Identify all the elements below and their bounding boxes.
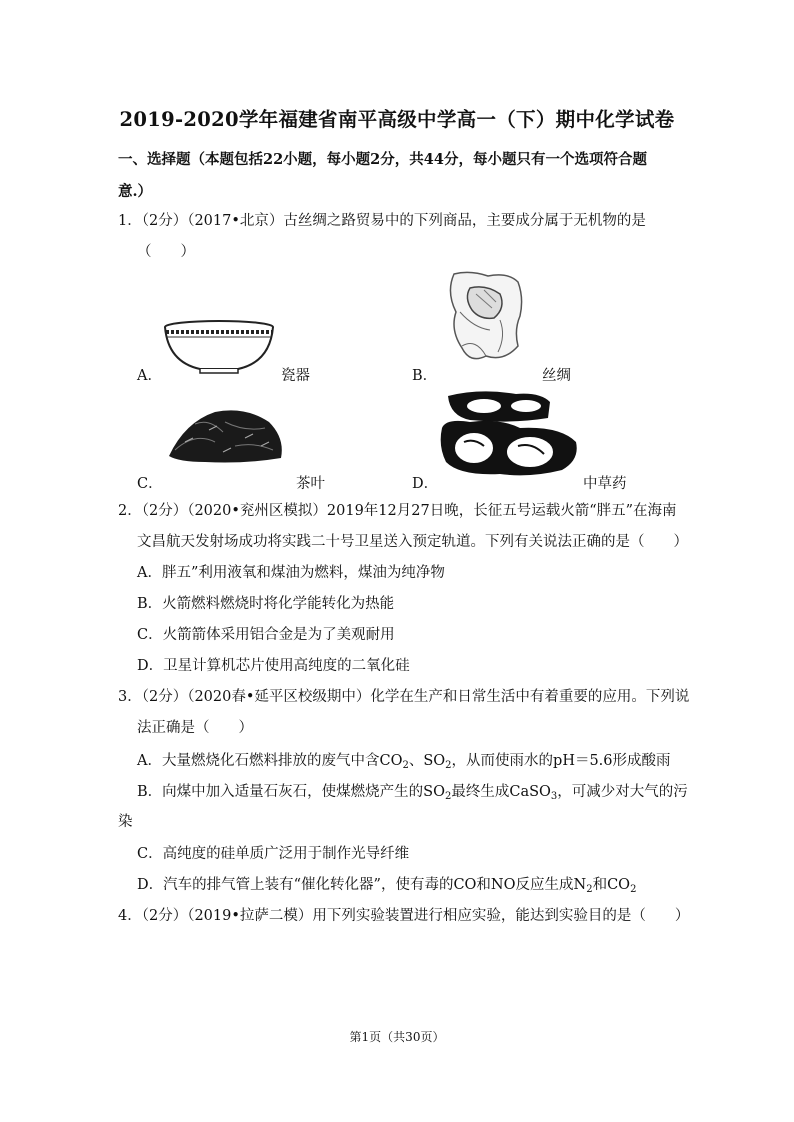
q2-option-d: D．卫星计算机芯片使用高纯度的二氧化硅 <box>137 658 410 674</box>
q1-option-d-caption: 中草药 <box>583 476 627 492</box>
q1-option-b-letter: B． <box>412 368 438 384</box>
q3-stem-line2: 法正确是（ ） <box>137 720 253 736</box>
q1-option-c-caption: 茶叶 <box>296 476 325 492</box>
q1-option-c-letter: C． <box>137 476 163 492</box>
page-title: 2019-2020学年福建省南平高级中学高一（下）期中化学试卷 <box>119 108 675 131</box>
q2-option-a: A．胖五”利用液氧和煤油为燃料，煤油为纯净物 <box>137 565 445 581</box>
q1-answer-paren: （ ） <box>137 244 195 260</box>
section-heading-line1: 一、选择题（本题包括22小题，每小题2分，共44分，每小题只有一个选项符合题 <box>118 151 647 168</box>
q2-stem-line1: 2．（2分）（2020•兖州区模拟）2019年12月27日晚，长征五号运载火箭“胖五”在海南 <box>118 503 677 519</box>
q4-stem: 4．（2分）（2019•拉萨二模）用下列实验装置进行相应实验，能达到实验目的是（ ） <box>118 908 690 924</box>
tea-leaves-icon <box>165 402 287 466</box>
q1-option-a-caption: 瓷器 <box>281 368 310 384</box>
q2-option-b: B．火箭燃料燃烧时将化学能转化为热能 <box>137 596 395 612</box>
q2-option-c: C．火箭箭体采用铝合金是为了美观耐用 <box>137 627 395 643</box>
porcelain-bowl-icon <box>160 318 278 374</box>
q3-option-c: C．高纯度的硅单质广泛用于制作光导纤维 <box>137 846 410 862</box>
q1-stem: 1．（2分）（2017•北京）古丝绸之路贸易中的下列商品，主要成分属于无机物的是 <box>118 213 646 229</box>
q3-stem-line1: 3．（2分）（2020春•延平区校级期中）化学在生产和日常生活中有着重要的应用。下列说 <box>118 689 690 705</box>
herbal-medicine-icon <box>440 388 582 478</box>
silk-cloth-icon <box>440 268 532 368</box>
q3-option-d: D．汽车的排气管上装有“催化转化器”，使有毒的CO和NO反应生成$N_2$和$CO_2$ <box>137 877 637 895</box>
q1-option-a-letter: A． <box>137 368 162 384</box>
q1-option-d-letter: D． <box>412 476 439 492</box>
section-heading-line2: 意.） <box>118 183 153 200</box>
page-footer: 第1页（共30页） <box>349 1030 445 1044</box>
q2-stem-line2: 文昌航天发射场成功将实践二十号卫星送入预定轨道。下列有关说法正确的是（ ） <box>137 534 688 550</box>
q1-option-b-caption: 丝绸 <box>542 368 571 384</box>
q3-option-a: A．大量燃烧化石燃料排放的废气中含$CO_2$、$SO_2$，从而使雨水的pH＝5.6形成酸雨 <box>137 753 671 771</box>
q3-option-b-continued: 染 <box>118 814 133 830</box>
q3-option-b: B．向煤中加入适量石灰石，使煤燃烧产生的$SO_2$最终生成CaSO$_3$，可减少对大气的污 <box>137 784 688 802</box>
